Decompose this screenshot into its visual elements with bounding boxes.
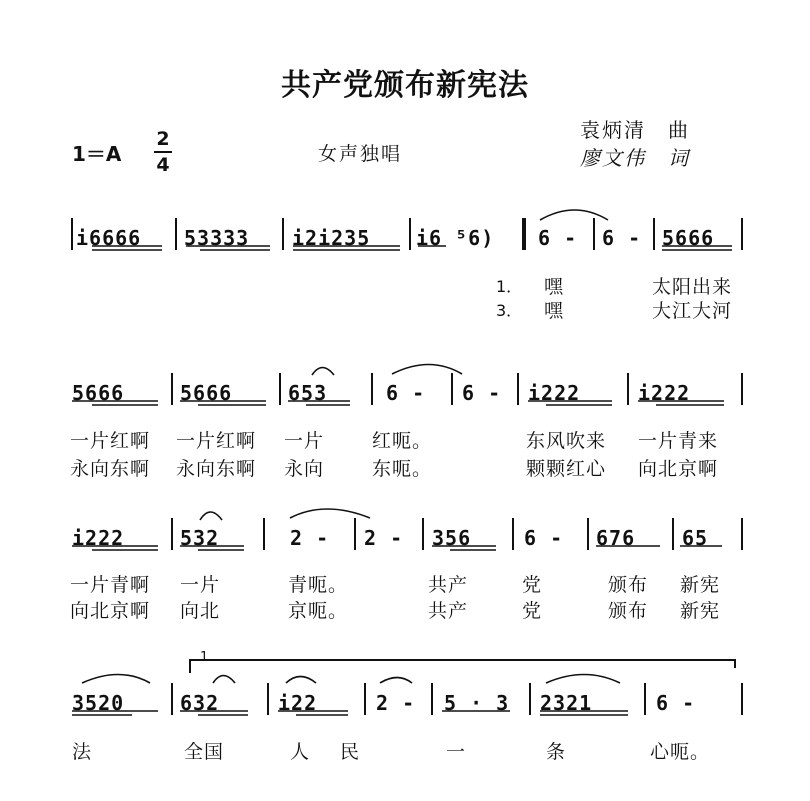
- measure-2-5: 6 -: [462, 381, 502, 405]
- measure-3-8: 65: [682, 526, 709, 550]
- composer-credit: 袁炳清 曲: [580, 118, 690, 142]
- lyric: 京呃。: [288, 600, 349, 622]
- performance-note: 女声独唱: [318, 143, 403, 165]
- measure-4-4: 2 -: [376, 691, 416, 715]
- lyric: 一片: [284, 430, 325, 452]
- measure-1-5: 6 -: [538, 226, 578, 250]
- measure-3-7: 676: [596, 526, 636, 550]
- lyric: 大江大河: [652, 300, 733, 322]
- measure-3-4: 2 -: [364, 526, 404, 550]
- lyric: 共产: [428, 600, 469, 622]
- lyric: 人: [290, 741, 311, 763]
- meter-bottom: 4: [156, 154, 170, 176]
- song-title: 共产党颁布新宪法: [281, 68, 529, 103]
- measure-1-1: i6666: [76, 226, 142, 250]
- lyric: 嘿: [544, 276, 565, 298]
- lyric: 一片青啊: [70, 574, 151, 596]
- measure-4-2: 632: [180, 691, 220, 715]
- measure-1-2: 53333: [184, 226, 250, 250]
- lyric: 一片红啊: [70, 430, 151, 452]
- measure-2-1: 5666: [72, 381, 125, 405]
- lyric: 心呃。: [650, 741, 711, 763]
- lyric: 嘿: [544, 300, 565, 322]
- volta-number: 1: [200, 650, 209, 665]
- lyric: 红呃。: [372, 430, 433, 452]
- measure-4-6: 2321: [540, 691, 593, 715]
- measure-3-6: 6 -: [524, 526, 564, 550]
- lyric: 向北: [180, 600, 221, 622]
- lyric: 一片红啊: [176, 430, 257, 452]
- measure-3-2: 532: [180, 526, 220, 550]
- measure-3-1: i222: [72, 526, 125, 550]
- lyric: 全国: [184, 741, 225, 763]
- measure-4-3: i22: [278, 691, 318, 715]
- lyric: 党: [522, 574, 543, 596]
- lyric: 一片青来: [638, 430, 719, 452]
- measure-2-4: 6 -: [386, 381, 426, 405]
- measure-4-1: 3520: [72, 691, 125, 715]
- lyric: 颗颗红心: [526, 458, 607, 480]
- measure-2-2: 5666: [180, 381, 233, 405]
- measure-4-7: 6 -: [656, 691, 696, 715]
- lyric: 新宪: [680, 600, 721, 622]
- measure-2-3: 653: [288, 381, 328, 405]
- lyric: 颁布: [608, 574, 649, 596]
- measure-4-5: 5 · 3: [444, 691, 510, 715]
- lyric: 民: [340, 741, 361, 763]
- measure-3-5: 356: [432, 526, 472, 550]
- meter-top: 2: [156, 128, 170, 150]
- measure-2-7: i222: [638, 381, 691, 405]
- verse-marker-1: 1．: [496, 277, 523, 296]
- lyric: 永向东啊: [70, 458, 151, 480]
- verse-marker-3: 3．: [496, 301, 523, 320]
- lyric: 太阳出来: [652, 276, 733, 298]
- measure-2-6: i222: [528, 381, 581, 405]
- measure-3-3: 2 -: [290, 526, 330, 550]
- lyric: 一: [446, 741, 467, 763]
- lyric: 颁布: [608, 600, 649, 622]
- lyricist-credit: 廖文伟 词: [580, 146, 690, 170]
- lyric: 新宪: [680, 574, 721, 596]
- lyric: 永向: [284, 458, 325, 480]
- lyric: 向北京啊: [70, 600, 151, 622]
- measure-1-4: i6 ⁵6): [416, 226, 495, 250]
- lyric: 东呃。: [372, 458, 433, 480]
- lyric: 条: [546, 741, 567, 763]
- key-signature: 1＝A: [72, 142, 122, 166]
- measure-1-6: 6 -: [602, 226, 642, 250]
- measure-1-3: i2i235: [292, 226, 371, 250]
- measure-1-7: 5666: [662, 226, 715, 250]
- lyric: 永向东啊: [176, 458, 257, 480]
- lyric: 向北京啊: [638, 458, 719, 480]
- lyric: 共产: [428, 574, 469, 596]
- lyric: 法: [72, 741, 93, 763]
- lyric: 青呃。: [288, 574, 349, 596]
- lyric: 东风吹来: [526, 430, 607, 452]
- lyric: 党: [522, 600, 543, 622]
- lyric: 一片: [180, 574, 221, 596]
